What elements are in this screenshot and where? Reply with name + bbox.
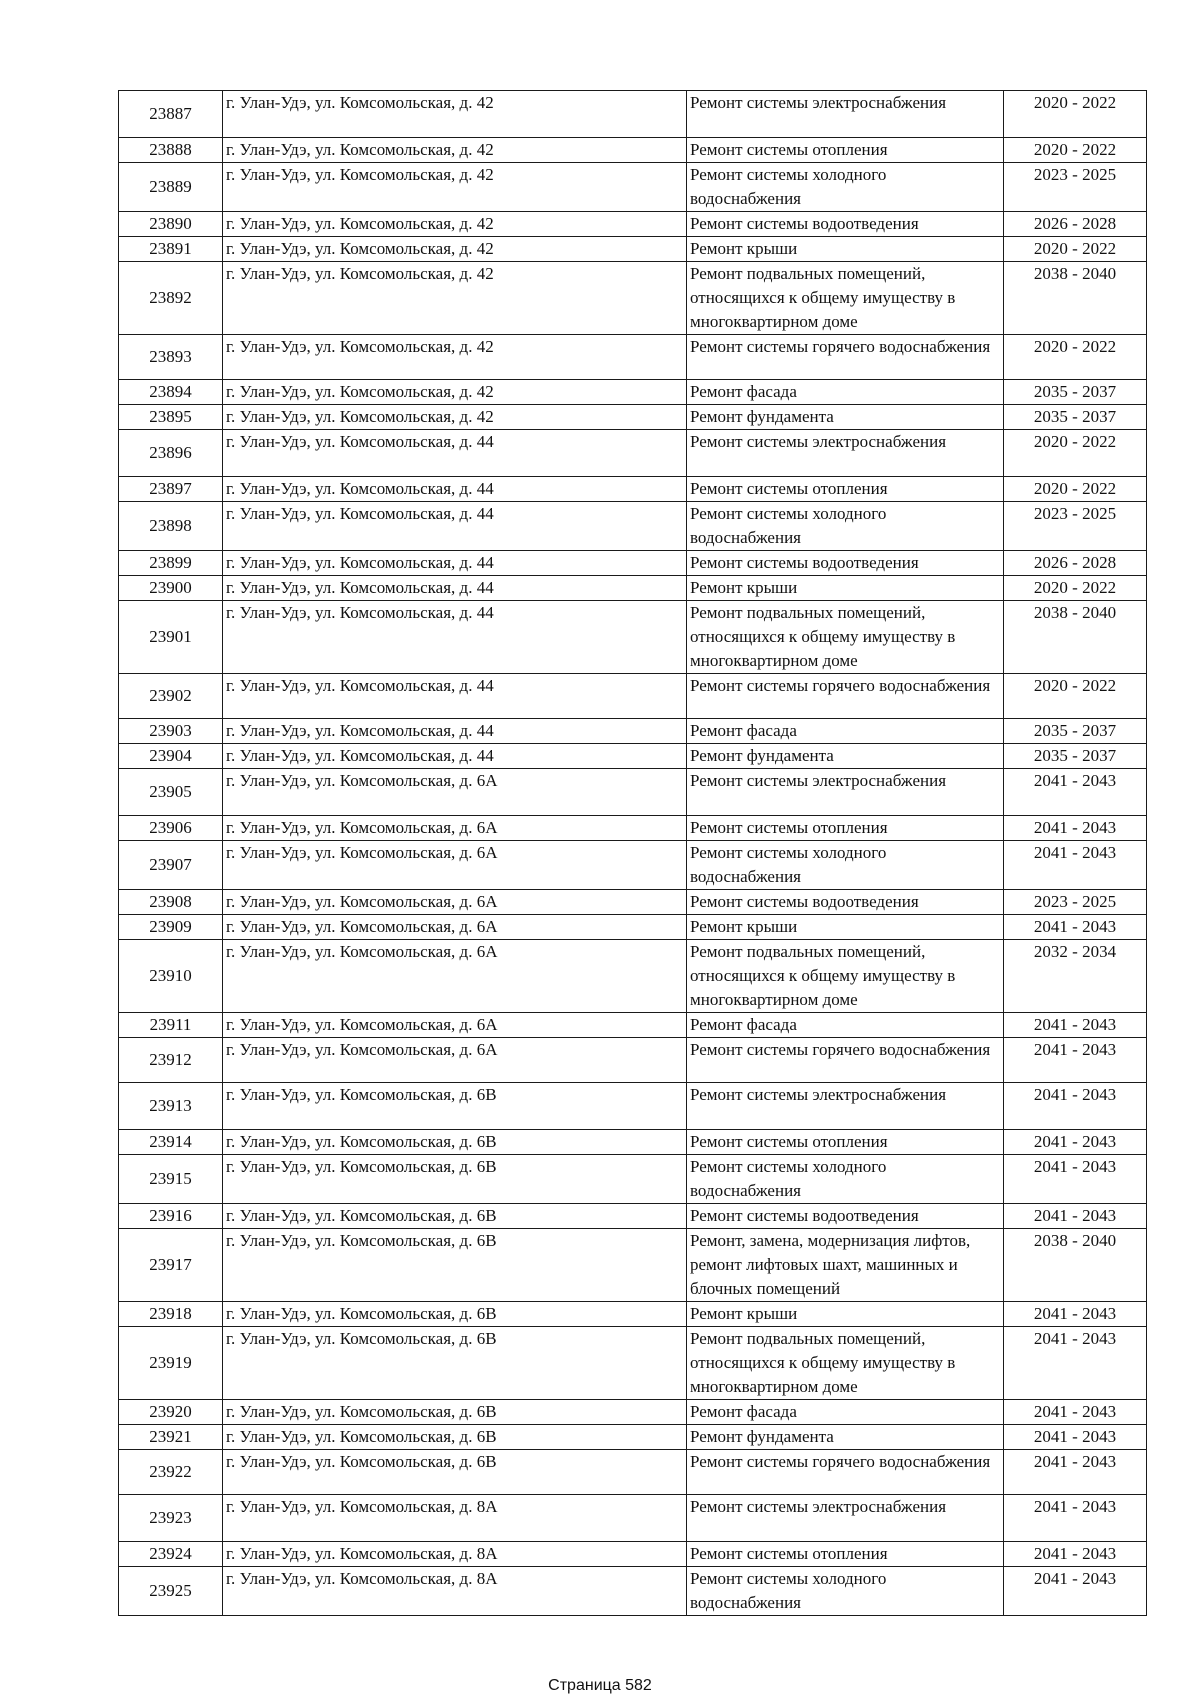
cell-address: г. Улан-Удэ, ул. Комсомольская, д. 6А [223,1038,687,1083]
cell-work-type: Ремонт системы холодного водоснабжения [687,1567,1004,1616]
cell-work-type: Ремонт системы водоотведения [687,212,1004,237]
table-row [119,1302,1147,1327]
cell-address: г. Улан-Удэ, ул. Комсомольская, д. 6А [223,841,687,890]
table-row [119,163,1147,212]
cell-work-type: Ремонт системы холодного водоснабжения [687,1155,1004,1204]
cell-period: 2038 - 2040 [1004,601,1147,674]
table-row [119,551,1147,576]
cell-number: 23895 [119,405,223,430]
cell-address: г. Улан-Удэ, ул. Комсомольская, д. 6В [223,1302,687,1327]
cell-period: 2032 - 2034 [1004,940,1147,1013]
cell-work-type: Ремонт крыши [687,915,1004,940]
cell-work-type: Ремонт системы электроснабжения [687,769,1004,816]
cell-period: 2023 - 2025 [1004,163,1147,212]
cell-work-type: Ремонт системы электроснабжения [687,1495,1004,1542]
cell-period: 2041 - 2043 [1004,1155,1147,1204]
table-row [119,262,1147,335]
table-row [119,380,1147,405]
cell-number: 23900 [119,576,223,601]
cell-period: 2026 - 2028 [1004,212,1147,237]
cell-period: 2041 - 2043 [1004,769,1147,816]
table-row [119,744,1147,769]
cell-number: 23921 [119,1425,223,1450]
cell-number: 23888 [119,138,223,163]
cell-period: 2041 - 2043 [1004,1542,1147,1567]
cell-work-type: Ремонт фасада [687,1400,1004,1425]
cell-address: г. Улан-Удэ, ул. Комсомольская, д. 6В [223,1155,687,1204]
cell-work-type: Ремонт фундамента [687,405,1004,430]
cell-period: 2023 - 2025 [1004,502,1147,551]
cell-period: 2038 - 2040 [1004,1229,1147,1302]
cell-address: г. Улан-Удэ, ул. Комсомольская, д. 6А [223,915,687,940]
cell-address: г. Улан-Удэ, ул. Комсомольская, д. 8А [223,1567,687,1616]
cell-period: 2041 - 2043 [1004,1450,1147,1495]
cell-work-type: Ремонт подвальных помещений, относящихся к общему имуществу в многоквартирном доме [687,1327,1004,1400]
cell-period: 2041 - 2043 [1004,915,1147,940]
cell-period: 2041 - 2043 [1004,1130,1147,1155]
cell-period: 2041 - 2043 [1004,1567,1147,1616]
cell-work-type: Ремонт подвальных помещений, относящихся к общему имуществу в многоквартирном доме [687,262,1004,335]
cell-number: 23925 [119,1567,223,1616]
cell-period: 2020 - 2022 [1004,138,1147,163]
cell-number: 23905 [119,769,223,816]
table-row [119,1327,1147,1400]
cell-work-type: Ремонт крыши [687,576,1004,601]
cell-address: г. Улан-Удэ, ул. Комсомольская, д. 44 [223,576,687,601]
cell-period: 2041 - 2043 [1004,1425,1147,1450]
cell-number: 23918 [119,1302,223,1327]
cell-work-type: Ремонт системы холодного водоснабжения [687,841,1004,890]
cell-address: г. Улан-Удэ, ул. Комсомольская, д. 42 [223,262,687,335]
cell-period: 2041 - 2043 [1004,1204,1147,1229]
table-row [119,430,1147,477]
cell-number: 23923 [119,1495,223,1542]
cell-address: г. Улан-Удэ, ул. Комсомольская, д. 6В [223,1083,687,1130]
cell-address: г. Улан-Удэ, ул. Комсомольская, д. 42 [223,237,687,262]
cell-work-type: Ремонт крыши [687,237,1004,262]
cell-address: г. Улан-Удэ, ул. Комсомольская, д. 6В [223,1425,687,1450]
cell-number: 23904 [119,744,223,769]
cell-address: г. Улан-Удэ, ул. Комсомольская, д. 6А [223,769,687,816]
cell-address: г. Улан-Удэ, ул. Комсомольская, д. 6А [223,1013,687,1038]
cell-address: г. Улан-Удэ, ул. Комсомольская, д. 44 [223,477,687,502]
cell-number: 23914 [119,1130,223,1155]
cell-work-type: Ремонт фасада [687,380,1004,405]
cell-work-type: Ремонт системы отопления [687,816,1004,841]
cell-work-type: Ремонт системы водоотведения [687,1204,1004,1229]
cell-work-type: Ремонт, замена, модернизация лифтов, ремонт лифтовых шахт, машинных и блочных помещений [687,1229,1004,1302]
cell-work-type: Ремонт системы горячего водоснабжения [687,1038,1004,1083]
cell-number: 23910 [119,940,223,1013]
cell-work-type: Ремонт системы электроснабжения [687,430,1004,477]
cell-period: 2035 - 2037 [1004,405,1147,430]
cell-work-type: Ремонт системы водоотведения [687,890,1004,915]
cell-period: 2026 - 2028 [1004,551,1147,576]
cell-address: г. Улан-Удэ, ул. Комсомольская, д. 44 [223,744,687,769]
cell-number: 23917 [119,1229,223,1302]
cell-address: г. Улан-Удэ, ул. Комсомольская, д. 6В [223,1229,687,1302]
cell-work-type: Ремонт системы электроснабжения [687,91,1004,138]
cell-number: 23919 [119,1327,223,1400]
cell-work-type: Ремонт системы электроснабжения [687,1083,1004,1130]
table-row [119,1130,1147,1155]
table-row [119,1425,1147,1450]
cell-work-type: Ремонт системы отопления [687,138,1004,163]
cell-period: 2035 - 2037 [1004,744,1147,769]
cell-number: 23911 [119,1013,223,1038]
cell-number: 23892 [119,262,223,335]
cell-period: 2041 - 2043 [1004,1038,1147,1083]
cell-period: 2041 - 2043 [1004,1400,1147,1425]
cell-address: г. Улан-Удэ, ул. Комсомольская, д. 42 [223,380,687,405]
cell-period: 2041 - 2043 [1004,1013,1147,1038]
cell-work-type: Ремонт фасада [687,1013,1004,1038]
cell-number: 23889 [119,163,223,212]
cell-address: г. Улан-Удэ, ул. Комсомольская, д. 44 [223,551,687,576]
cell-work-type: Ремонт системы отопления [687,1130,1004,1155]
cell-number: 23908 [119,890,223,915]
cell-number: 23909 [119,915,223,940]
cell-address: г. Улан-Удэ, ул. Комсомольская, д. 42 [223,91,687,138]
cell-work-type: Ремонт подвальных помещений, относящихся к общему имуществу в многоквартирном доме [687,940,1004,1013]
cell-address: г. Улан-Удэ, ул. Комсомольская, д. 6А [223,890,687,915]
table-row [119,816,1147,841]
cell-period: 2020 - 2022 [1004,335,1147,380]
cell-number: 23907 [119,841,223,890]
table-row [119,1013,1147,1038]
cell-work-type: Ремонт фундамента [687,744,1004,769]
cell-number: 23901 [119,601,223,674]
cell-address: г. Улан-Удэ, ул. Комсомольская, д. 6А [223,940,687,1013]
table-row [119,477,1147,502]
cell-period: 2041 - 2043 [1004,1327,1147,1400]
cell-number: 23894 [119,380,223,405]
cell-period: 2041 - 2043 [1004,1302,1147,1327]
cell-period: 2041 - 2043 [1004,1495,1147,1542]
table-row [119,502,1147,551]
cell-address: г. Улан-Удэ, ул. Комсомольская, д. 6В [223,1130,687,1155]
cell-work-type: Ремонт фасада [687,719,1004,744]
table-row [119,601,1147,674]
cell-work-type: Ремонт системы холодного водоснабжения [687,163,1004,212]
table-row [119,1083,1147,1130]
cell-work-type: Ремонт системы горячего водоснабжения [687,674,1004,719]
cell-period: 2035 - 2037 [1004,719,1147,744]
cell-address: г. Улан-Удэ, ул. Комсомольская, д. 44 [223,601,687,674]
cell-address: г. Улан-Удэ, ул. Комсомольская, д. 42 [223,212,687,237]
cell-number: 23891 [119,237,223,262]
cell-address: г. Улан-Удэ, ул. Комсомольская, д. 44 [223,674,687,719]
cell-period: 2020 - 2022 [1004,674,1147,719]
cell-address: г. Улан-Удэ, ул. Комсомольская, д. 6В [223,1450,687,1495]
table-row [119,1567,1147,1616]
cell-address: г. Улан-Удэ, ул. Комсомольская, д. 42 [223,138,687,163]
cell-number: 23893 [119,335,223,380]
table-row [119,1229,1147,1302]
table-row [119,237,1147,262]
cell-work-type: Ремонт системы отопления [687,1542,1004,1567]
cell-address: г. Улан-Удэ, ул. Комсомольская, д. 42 [223,405,687,430]
repair-schedule-table [118,90,1147,1616]
cell-number: 23915 [119,1155,223,1204]
cell-number: 23887 [119,91,223,138]
table-row [119,769,1147,816]
table-row [119,1155,1147,1204]
cell-address: г. Улан-Удэ, ул. Комсомольская, д. 44 [223,430,687,477]
table-row [119,405,1147,430]
cell-period: 2023 - 2025 [1004,890,1147,915]
cell-number: 23913 [119,1083,223,1130]
cell-address: г. Улан-Удэ, ул. Комсомольская, д. 44 [223,719,687,744]
cell-period: 2041 - 2043 [1004,1083,1147,1130]
cell-number: 23898 [119,502,223,551]
table-row [119,915,1147,940]
table-row [119,1542,1147,1567]
table-row [119,212,1147,237]
cell-work-type: Ремонт системы горячего водоснабжения [687,1450,1004,1495]
cell-period: 2020 - 2022 [1004,477,1147,502]
cell-number: 23897 [119,477,223,502]
cell-address: г. Улан-Удэ, ул. Комсомольская, д. 8А [223,1542,687,1567]
cell-period: 2041 - 2043 [1004,816,1147,841]
cell-work-type: Ремонт подвальных помещений, относящихся к общему имуществу в многоквартирном доме [687,601,1004,674]
table-row [119,1400,1147,1425]
table-row [119,91,1147,138]
cell-address: г. Улан-Удэ, ул. Комсомольская, д. 44 [223,502,687,551]
cell-number: 23902 [119,674,223,719]
page-number-footer: Страница 582 [548,1677,652,1694]
cell-period: 2035 - 2037 [1004,380,1147,405]
cell-period: 2038 - 2040 [1004,262,1147,335]
cell-address: г. Улан-Удэ, ул. Комсомольская, д. 6В [223,1327,687,1400]
cell-number: 23899 [119,551,223,576]
cell-work-type: Ремонт системы горячего водоснабжения [687,335,1004,380]
cell-address: г. Улан-Удэ, ул. Комсомольская, д. 6А [223,816,687,841]
cell-number: 23922 [119,1450,223,1495]
cell-period: 2020 - 2022 [1004,430,1147,477]
table-row [119,674,1147,719]
table-row [119,576,1147,601]
cell-address: г. Улан-Удэ, ул. Комсомольская, д. 42 [223,163,687,212]
table-row [119,890,1147,915]
cell-number: 23912 [119,1038,223,1083]
cell-number: 23916 [119,1204,223,1229]
cell-address: г. Улан-Удэ, ул. Комсомольская, д. 6В [223,1400,687,1425]
cell-address: г. Улан-Удэ, ул. Комсомольская, д. 42 [223,335,687,380]
cell-number: 23890 [119,212,223,237]
table-row [119,719,1147,744]
cell-period: 2020 - 2022 [1004,237,1147,262]
cell-number: 23903 [119,719,223,744]
cell-number: 23924 [119,1542,223,1567]
table-row [119,1204,1147,1229]
cell-period: 2020 - 2022 [1004,576,1147,601]
cell-address: г. Улан-Удэ, ул. Комсомольская, д. 8А [223,1495,687,1542]
cell-work-type: Ремонт крыши [687,1302,1004,1327]
cell-work-type: Ремонт фундамента [687,1425,1004,1450]
table-row [119,1495,1147,1542]
cell-work-type: Ремонт системы водоотведения [687,551,1004,576]
cell-work-type: Ремонт системы холодного водоснабжения [687,502,1004,551]
table-row [119,1450,1147,1495]
cell-number: 23896 [119,430,223,477]
cell-period: 2020 - 2022 [1004,91,1147,138]
table-body [119,91,1147,1616]
table-row [119,1038,1147,1083]
cell-work-type: Ремонт системы отопления [687,477,1004,502]
cell-number: 23906 [119,816,223,841]
table-row [119,335,1147,380]
table-row [119,841,1147,890]
table-row [119,138,1147,163]
table-row [119,940,1147,1013]
cell-number: 23920 [119,1400,223,1425]
cell-address: г. Улан-Удэ, ул. Комсомольская, д. 6В [223,1204,687,1229]
cell-period: 2041 - 2043 [1004,841,1147,890]
